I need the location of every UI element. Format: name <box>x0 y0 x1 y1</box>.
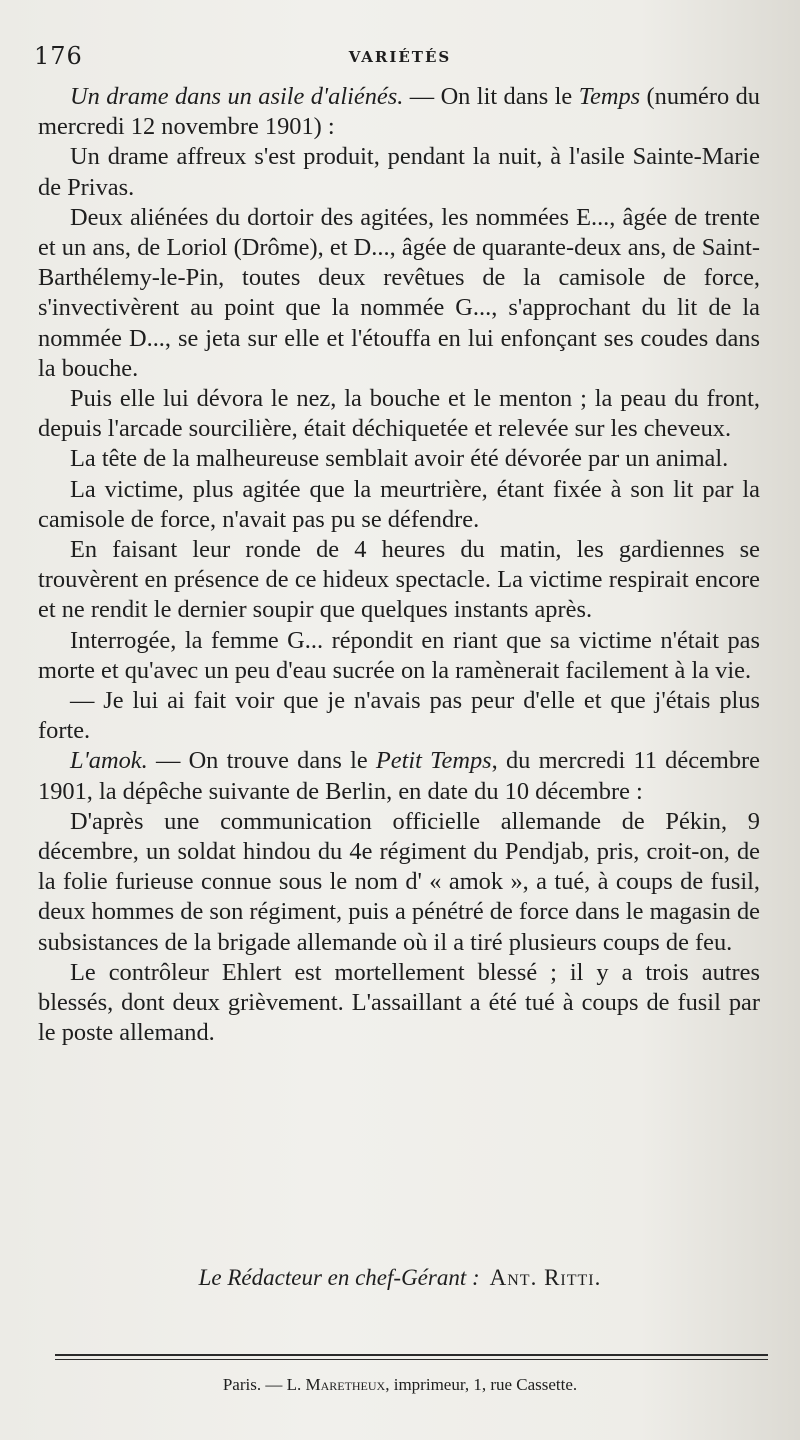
article1-paragraph: Puis elle lui dévora le nez, la bouche et le menton ; la peau du front, depuis l'arcade sourcilière, était déchiquetée et relevée sur les cheveux. <box>38 385 760 443</box>
article1-paragraph: Deux aliénées du dortoir des agitées, les nommées E..., âgée de trente et un ans, de Loriol (Drôme), et D..., âgée de quarante-deux ans, de Saint-Barthélemy-le-Pin, toutes deux revêtues de la camisole de force, s'invectivèrent au point que la nommée G..., s'approchant du lit de la nommée D..., se jeta sur elle et l'étouffa en lui enfonçant ses coudes dans la bouche. <box>38 203 760 382</box>
footer-rule-thin <box>55 1359 768 1360</box>
page-header <box>34 42 766 72</box>
article1-paragraph: La tête de la malheureuse semblait avoir été dévorée par un animal. <box>70 445 729 473</box>
article1-title: Un drame dans un asile d'aliénés. <box>70 83 404 110</box>
article2-paragraph: D'après une communication officielle allemande de Pékin, 9 décembre, un soldat hindou du 4e régiment du Pendjab, pris, croit-on, de la folie furieuse connue sous le nom d' « amok », a tué, à coups de fusil, deux hommes de son régiment, puis a pénétré de force dans le magasin de subsistances de la brigade allemande où il a tiré plusieurs coups de feu. <box>38 807 761 956</box>
article2-title: L'amok. <box>70 747 148 775</box>
page-number: 176 <box>34 42 83 70</box>
printer-city: Paris. — <box>222 1375 287 1394</box>
running-head: VARIÉTÉS <box>348 48 452 66</box>
article1-lead <box>38 82 760 142</box>
article1-source: Temps <box>578 83 641 110</box>
article1-paragraph: Interrogée, la femme G... répondit en riant que sa victime n'était pas morte et qu'avec un peu d'eau sucrée on la ramènerait facilement à la vie. <box>38 626 760 684</box>
article1-paragraph: La victime, plus agitée que la meurtrière, étant fixée à son lit par la camisole de force, n'avait pas pu se défendre. <box>38 475 760 533</box>
printer-imprint <box>0 1375 800 1395</box>
printer-name: L. Maretheux <box>286 1375 386 1394</box>
article1-paragraph: — Je lui ai fait voir que je n'avais pas peur d'elle et que j'étais plus forte. <box>38 687 760 745</box>
signature-line <box>0 1265 800 1291</box>
printer-address: , imprimeur, 1, rue Cassette. <box>385 1375 578 1394</box>
article1-paragraph: Un drame affreux s'est produit, pendant la nuit, à l'asile Sainte-Marie de Privas. <box>38 143 760 201</box>
article-body <box>38 82 760 1049</box>
article2-paragraph: Le contrôleur Ehlert est mortellement blessé ; il y a trois autres blessés, dont deux grièvement. L'assaillant a été tué à coups de fusil par le poste allemand. <box>38 958 760 1047</box>
article2-source: Petit Temps <box>375 747 492 775</box>
article2-intro: — On trouve dans le <box>147 747 376 775</box>
article2-source-tail: , du mercredi 11 décembre 1901, la dépêche suivante de Berlin, en date du 10 décembre : <box>38 747 760 805</box>
article1-source-tail: (numéro du mercredi 12 novembre 1901) : <box>38 83 760 141</box>
footer-rule-thick <box>55 1354 768 1356</box>
article1-intro: — On lit dans le <box>403 83 579 110</box>
signature-role: Le Rédacteur en chef-Gérant : <box>198 1265 480 1290</box>
signature-name: Ant. Ritti. <box>489 1265 602 1290</box>
article2-lead <box>38 746 760 806</box>
article1-paragraph: En faisant leur ronde de 4 heures du matin, les gardiennes se trouvèrent en présence de ce hideux spectacle. La victime respirait encore et ne rendit le dernier soupir que quelques instants après. <box>38 536 760 624</box>
